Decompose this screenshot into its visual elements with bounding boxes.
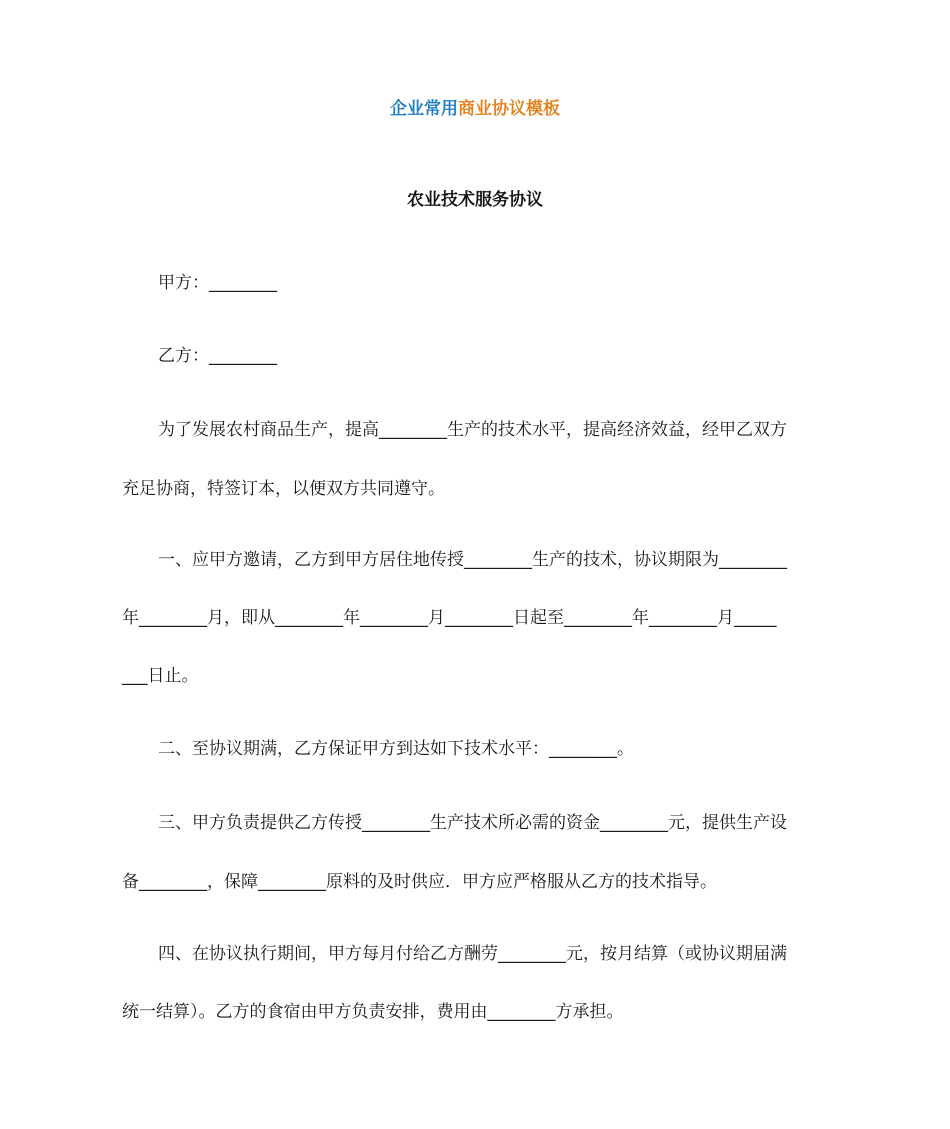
- clause-4-line-1: 四、在协议执行期间，甲方每月付给乙方酬劳________元，按月结算（或协议期届满: [158, 944, 787, 964]
- clause-4-line-2: 统一结算）。乙方的食宿由甲方负责安排，费用由________方承担。: [122, 1002, 624, 1022]
- clause-1-line-2: 年________月，即从________年________月________日起至________年________月_____: [122, 608, 777, 628]
- party-b-line: 乙方：________: [158, 346, 277, 366]
- header-part-blue: 企业常用: [390, 99, 458, 119]
- party-a-line: 甲方：________: [158, 273, 277, 293]
- clause-1-line-1: 一、应甲方邀请，乙方到甲方居住地传授________生产的技术，协议期限为________: [158, 550, 787, 570]
- clause-3-line-1: 三、甲方负责提供乙方传授________生产技术所必需的资金________元，提供生产设: [158, 813, 787, 833]
- preamble-line-2: 充足协商，特签订本，以便双方共同遵守。: [122, 479, 445, 499]
- clause-3-line-2: 备________，保障________原料的及时供应．甲方应严格服从乙方的技术指导。: [122, 872, 717, 892]
- clause-2-line-1: 二、至协议期满，乙方保证甲方到达如下技术水平：________。: [158, 739, 634, 759]
- template-header: [0, 97, 950, 121]
- preamble-line-1: 为了发展农村商品生产，提高________生产的技术水平，提高经济效益，经甲乙双方: [158, 420, 787, 440]
- clause-1-line-3: ___日止。: [122, 666, 199, 686]
- header-part-orange: 商业协议模板: [458, 99, 560, 119]
- agreement-title: 农业技术服务协议: [407, 190, 543, 210]
